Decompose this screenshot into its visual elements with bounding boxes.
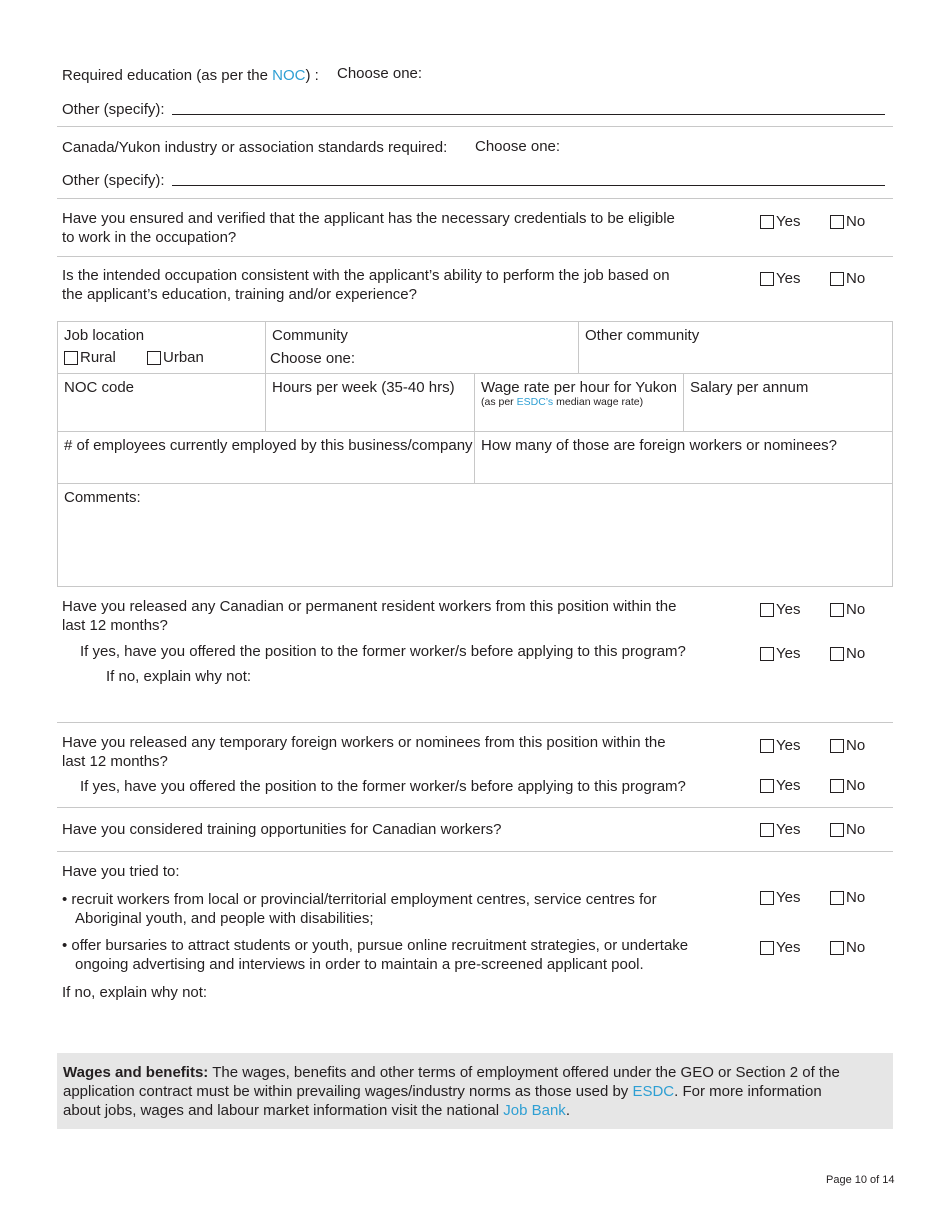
education-choose-dropdown[interactable]: Choose one: [337,65,423,82]
esdc-link[interactable]: ESDC [632,1083,675,1100]
training-yes-no [760,821,875,841]
wages-line2: application contract must be within prevailing wages/industry norms as those used by ESDC. For more information [63,1083,822,1100]
hours-cell[interactable] [265,373,475,432]
standards-label: Canada/Yukon industry or association standards required: [62,139,448,156]
wages-line1: Wages and benefits: The wages, benefits and other terms of employment offered under the GEO or Section 2 of the [63,1064,840,1081]
wages-line3: about jobs, wages and labour market information visit the national Job Bank. [63,1102,570,1119]
job-location-cell [57,321,266,374]
tried-heading: Have you tried to: [62,863,180,880]
other-community-label: Other community [585,327,700,344]
tried-bullet2-no-checkbox[interactable]: No [830,939,865,956]
credentials-question-line1: Have you ensured and verified that the applicant has the necessary credentials to be eligible [62,210,675,227]
wage-rate-label: Wage rate per hour for Yukon [481,379,677,396]
released-canadian-followup: If yes, have you offered the position to the former worker/s before applying to this program? [80,643,686,660]
standards-other-label: Other (specify): [62,172,165,189]
released-foreign-yes-checkbox[interactable]: Yes [760,737,800,754]
divider [57,807,893,808]
comments-cell[interactable] [57,483,893,587]
credentials-no-checkbox[interactable]: No [830,213,865,230]
employees-label: # of employees currently employed by this business/company [64,437,473,454]
foreign-workers-cell[interactable] [474,431,893,484]
released-foreign-followup: If yes, have you offered the position to the former worker/s before applying to this program? [80,778,686,795]
salary-label: Salary per annum [690,379,809,396]
rural-checkbox[interactable]: Rural [64,349,116,366]
foreign-workers-label: How many of those are foreign workers or nominees? [481,437,838,454]
released-foreign-followup-yes-no [760,777,875,797]
divider [57,198,893,199]
consistent-yes-checkbox[interactable]: Yes [760,270,800,287]
released-foreign-yes-no [760,737,875,757]
released-canadian-line2: last 12 months? [62,617,168,634]
tried-bullet1-yes-no [760,889,875,909]
credentials-yes-checkbox[interactable]: Yes [760,213,800,230]
consistent-yes-no [760,270,875,290]
released-foreign-no-checkbox[interactable]: No [830,737,865,754]
released-canadian-followup-yes-no [760,645,875,665]
job-bank-link[interactable]: Job Bank [503,1102,566,1119]
released-foreign-followup-yes-checkbox[interactable]: Yes [760,777,800,794]
education-label: Required education (as per the NOC) : [62,67,319,84]
wage-rate-cell[interactable] [474,373,684,432]
tried-bullet1-no-checkbox[interactable]: No [830,889,865,906]
tried-bullet2-line1: • offer bursaries to attract students or youth, pursue online recruitment strategies, or undertake [62,937,689,954]
salary-cell[interactable] [683,373,893,432]
training-question: Have you considered training opportunities for Canadian workers? [62,821,502,838]
released-canadian-yes-checkbox[interactable]: Yes [760,601,800,618]
other-community-cell[interactable] [578,321,893,374]
comments-label: Comments: [64,489,141,506]
consistent-question-line1: Is the intended occupation consistent with the applicant’s ability to perform the job based on [62,267,670,284]
community-label: Community [272,327,348,344]
community-choose-dropdown[interactable]: Choose one: [270,350,356,367]
training-yes-checkbox[interactable]: Yes [760,821,800,838]
consistent-no-checkbox[interactable]: No [830,270,865,287]
page-number: Page 10 of 14 [826,1174,895,1186]
released-canadian-line1: Have you released any Canadian or permanent resident workers from this position within the [62,598,677,615]
tried-bullet1-line2: Aboriginal youth, and people with disabilities; [75,910,374,927]
divider [57,256,893,257]
noc-code-label: NOC code [64,379,135,396]
tried-bullet2-yes-no [760,939,875,959]
credentials-question-line2: to work in the occupation? [62,229,237,246]
standards-other-field[interactable] [172,185,885,186]
tried-explain: If no, explain why not: [62,984,208,1001]
hours-label: Hours per week (35-40 hrs) [272,379,455,396]
released-canadian-explain: If no, explain why not: [106,668,252,685]
consistent-question-line2: the applicant’s education, training and/or experience? [62,286,417,303]
divider [57,126,893,127]
tried-bullet2-line2: ongoing advertising and interviews in order to maintain a pre-screened applicant pool. [75,956,644,973]
divider [57,851,893,852]
tried-bullet2-yes-checkbox[interactable]: Yes [760,939,800,956]
released-foreign-line1: Have you released any temporary foreign workers or nominees from this position within the [62,734,666,751]
tried-bullet1-yes-checkbox[interactable]: Yes [760,889,800,906]
education-other-field[interactable] [172,114,885,115]
wage-rate-note: (as per ESDC’s median wage rate) [481,396,644,408]
esdc-wage-link[interactable]: ESDC’s [516,396,554,408]
urban-checkbox[interactable]: Urban [147,349,204,366]
wages-banner [57,1053,893,1129]
noc-link[interactable]: NOC [272,67,306,84]
released-canadian-no-checkbox[interactable]: No [830,601,865,618]
released-canadian-followup-yes-checkbox[interactable]: Yes [760,645,800,662]
community-cell [265,321,579,374]
noc-code-cell[interactable] [57,373,266,432]
released-foreign-followup-no-checkbox[interactable]: No [830,777,865,794]
released-canadian-yes-no [760,601,875,621]
tried-bullet1-line1: • recruit workers from local or provincial/territorial employment centres, service centres for [62,891,657,908]
divider [57,722,893,723]
standards-choose-dropdown[interactable]: Choose one: [475,138,561,155]
training-no-checkbox[interactable]: No [830,821,865,838]
released-foreign-line2: last 12 months? [62,753,168,770]
job-location-label: Job location [64,327,145,344]
education-other-label: Other (specify): [62,101,165,118]
employees-cell[interactable] [57,431,475,484]
released-canadian-followup-no-checkbox[interactable]: No [830,645,865,662]
credentials-yes-no [760,213,875,233]
